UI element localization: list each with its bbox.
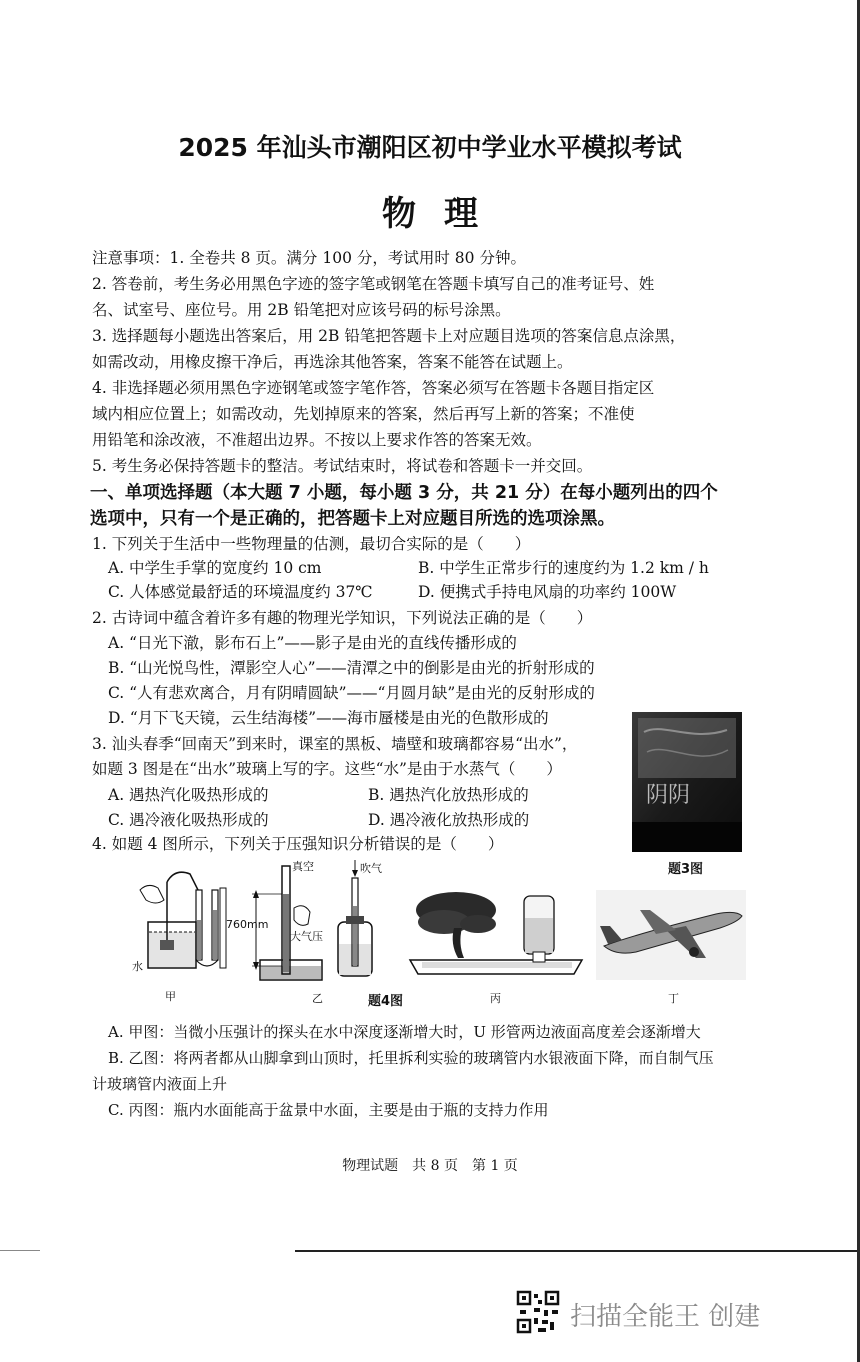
subject-title: 物理 [382, 194, 506, 234]
figure-3-caption: 题3图 [668, 862, 704, 877]
section-heading: 一、单项选择题（本大题 7 小题，每小题 3 分，共 21 分）在每小题列出的四个 [90, 483, 718, 503]
water-label: 水 [132, 960, 143, 973]
figure-4-ding [596, 890, 746, 980]
panel-yi-label: 乙 [312, 992, 323, 1005]
option-d: D. “月下飞天镜，云生结海楼”——海市蜃楼是由光的色散形成的 [108, 709, 549, 727]
figure-4-bing [406, 888, 586, 980]
option-b-cont: 计玻璃管内液面上升 [92, 1075, 228, 1093]
note-line: 5. 考生务必保持答题卡的整洁。考试结束时，将试卷和答题卡一并交回。 [92, 457, 593, 475]
option-a: A. “日光下澈，影布石上”——影子是由光的直线传播形成的 [108, 634, 517, 652]
figure-4-caption: 题4图 [368, 994, 404, 1009]
question-stem: 如题 3 图是在“出水”玻璃上写的字。这些“水”是由于水蒸气（ ） [92, 760, 562, 778]
option-d: D. 遇冷液化放热形成的 [368, 811, 530, 829]
option-b: B. 遇热汽化放热形成的 [368, 786, 529, 804]
panel-jia-label: 甲 [165, 990, 176, 1003]
divider [295, 1250, 860, 1252]
option-a: A. 遇热汽化吸热形成的 [108, 786, 269, 804]
option-c: C. 遇冷液化吸热形成的 [108, 811, 269, 829]
note-line: 4. 非选择题必须用黑色字迹钢笔或签字笔作答，答案必须写在答题卡各题目指定区 [92, 379, 655, 397]
option-b: B. 中学生正常步行的速度约为 1.2 km / h [418, 559, 709, 577]
question-stem: 1. 下列关于生活中一些物理量的估测，最切合实际的是（ ） [92, 535, 531, 553]
figure-3-photo [632, 712, 742, 852]
panel-bing-label: 丙 [490, 992, 501, 1005]
foggy-glass-image [632, 712, 742, 852]
note-line: 2. 答卷前，考生务必用黑色字迹的签字笔或钢笔在答题卡填写自己的准考证号、姓 [92, 275, 655, 293]
divider [0, 1250, 40, 1251]
atm-label: 大气压 [290, 930, 323, 943]
option-b: B. 乙图：将两者都从山脚拿到山顶时，托里拆利实验的玻璃管内水银液面下降，而自制气压 [108, 1049, 714, 1067]
qr-code-icon [516, 1290, 560, 1334]
option-c: C. “人有悲欢离合，月有阴晴圆缺”——“月圆月缺”是由光的反射形成的 [108, 684, 595, 702]
blow-label: 吹气 [360, 862, 382, 875]
option-a: A. 甲图：当微小压强计的探头在水中深度逐渐增大时，U 形管两边液面高度差会逐渐增大 [108, 1023, 701, 1041]
option-a: A. 中学生手掌的宽度约 10 cm [108, 559, 322, 577]
svg-text:阴阴: 阴阴 [646, 783, 691, 808]
note-line: 如需改动，用橡皮擦干净后，再选涂其他答案，答案不能答在试题上。 [92, 353, 573, 371]
note-line: 名、试室号、座位号。用 2B 铅笔把对应该号码的标号涂黑。 [92, 301, 511, 319]
scanner-watermark: 扫描全能王 创建 [570, 1302, 761, 1332]
page-footer: 物理试题 共 8 页 第 1 页 [342, 1158, 518, 1174]
mm-label: 760mm [226, 918, 269, 931]
option-b: B. “山光悦鸟性，潭影空人心”——清潭之中的倒影是由光的折射形成的 [108, 659, 595, 677]
question-stem: 4. 如题 4 图所示，下列关于压强知识分析错误的是（ ） [92, 835, 504, 853]
section-heading: 选项中，只有一个是正确的，把答题卡上对应题目所选的选项涂黑。 [90, 509, 615, 529]
option-d: D. 便携式手持电风扇的功率约 100W [418, 583, 677, 601]
panel-ding-label: 丁 [668, 992, 679, 1005]
note-line: 注意事项：1. 全卷共 8 页。满分 100 分，考试用时 80 分钟。 [92, 249, 526, 267]
question-stem: 3. 汕头春季“回南天”到来时，课室的黑板、墙壁和玻璃都容易“出水”， [92, 735, 578, 753]
question-stem: 2. 古诗词中蕴含着许多有趣的物理光学知识，下列说法正确的是（ ） [92, 609, 593, 627]
option-c: C. 人体感觉最舒适的环境温度约 37℃ [108, 583, 373, 601]
note-line: 3. 选择题每小题选出答案后，用 2B 铅笔把答题卡上对应题目选项的答案信息点涂黑， [92, 327, 686, 345]
exam-title: 2025 年汕头市潮阳区初中学业水平模拟考试 [178, 133, 682, 162]
note-line: 用铅笔和涂改液，不准超出边界。不按以上要求作答的答案无效。 [92, 431, 542, 449]
option-c: C. 丙图：瓶内水面能高于盆景中水面，主要是由于瓶的支持力作用 [108, 1101, 549, 1119]
vacuum-label: 真空 [292, 860, 314, 873]
note-line: 域内相应位置上；如需改动，先划掉原来的答案，然后再写上新的答案；不准使 [92, 405, 635, 423]
